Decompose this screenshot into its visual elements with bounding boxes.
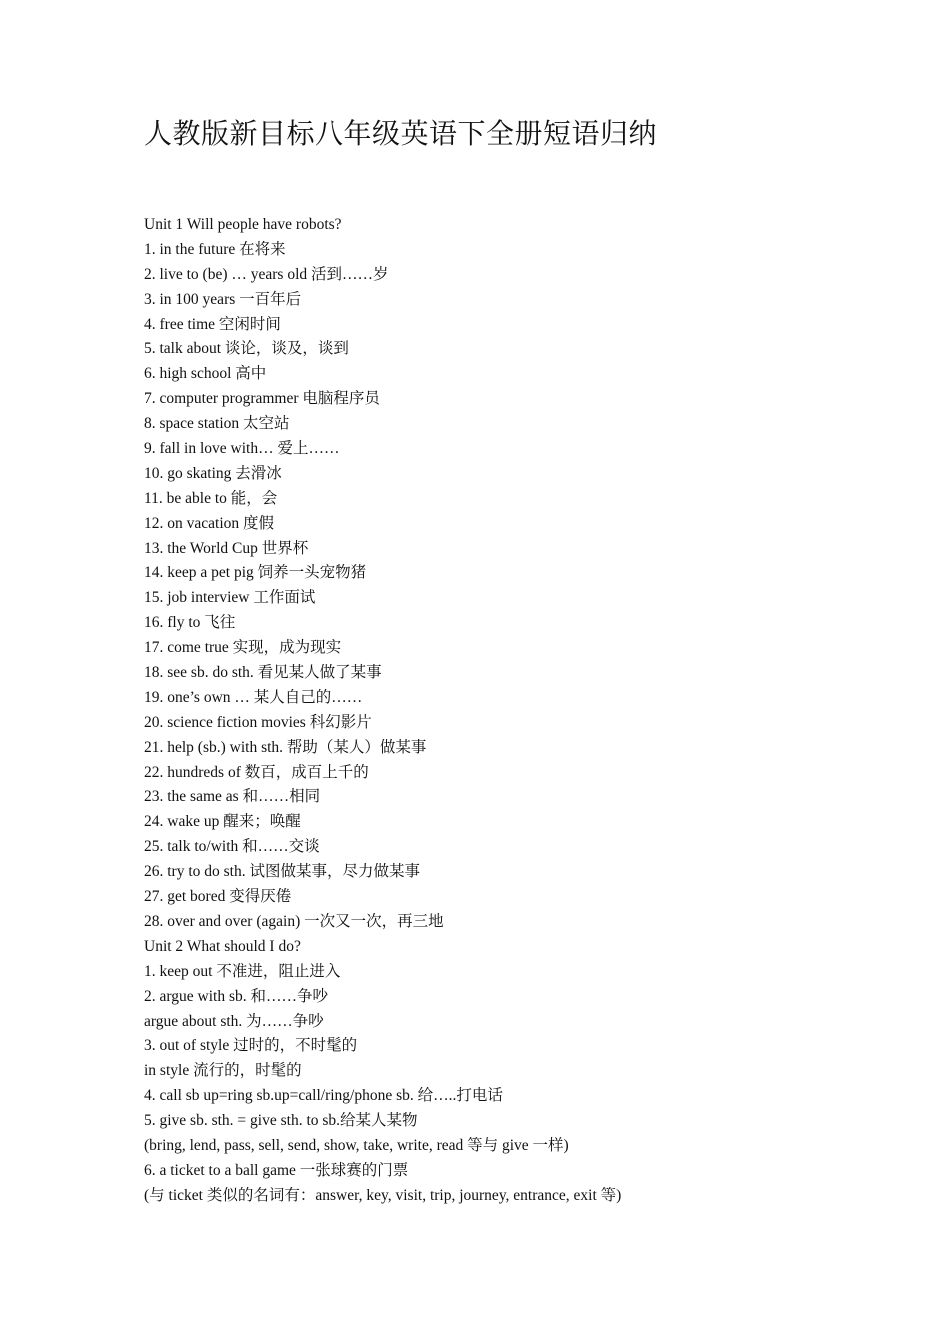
phrase-line: 12. on vacation 度假	[144, 514, 275, 532]
phrase-line: 20. science fiction movies 科幻影片	[144, 713, 372, 731]
phrase-line: 21. help (sb.) with sth. 帮助（某人）做某事	[144, 738, 427, 756]
unit-1-heading: Unit 1 Will people have robots?	[144, 216, 342, 233]
phrase-line: 9. fall in love with… 爱上……	[144, 440, 340, 458]
phrase-line: in style 流行的，时髦的	[144, 1062, 302, 1080]
phrase-line: 3. out of style 过时的，不时髦的	[144, 1037, 358, 1055]
note-line: (与 ticket 类似的名词有：answer, key, visit, trip, journey, entrance, exit 等)	[144, 1186, 622, 1204]
phrase-line: 2. live to (be) … years old 活到……岁	[144, 265, 389, 283]
phrase-line: 8. space station 太空站	[144, 415, 290, 433]
phrase-line: 4. free time 空闲时间	[144, 315, 281, 333]
phrase-line: 6. a ticket to a ball game 一张球赛的门票	[144, 1161, 409, 1179]
phrase-line: 19. one’s own … 某人自己的……	[144, 688, 363, 706]
phrase-line: argue about sth. 为……争吵	[144, 1012, 324, 1030]
phrase-line: 1. in the future 在将来	[144, 240, 286, 258]
phrase-line: 28. over and over (again) 一次又一次，再三地	[144, 912, 444, 930]
phrase-line: 4. call sb up=ring sb.up=call/ring/phone sb. 给…..打电话	[144, 1087, 503, 1105]
phrase-line: 1. keep out 不准进，阻止进入	[144, 962, 341, 980]
note-line: (bring, lend, pass, sell, send, show, take, write, read 等与 give 一样)	[144, 1136, 569, 1154]
phrase-line: 13. the World Cup 世界杯	[144, 539, 309, 557]
document-title: 人教版新目标八年级英语下全册短语归纳	[144, 119, 658, 150]
phrase-line: 26. try to do sth. 试图做某事，尽力做某事	[144, 863, 420, 881]
phrase-line: 2. argue with sb. 和……争吵	[144, 987, 328, 1005]
phrase-line: 18. see sb. do sth. 看见某人做了某事	[144, 664, 382, 682]
phrase-line: 27. get bored 变得厌倦	[144, 888, 292, 906]
phrase-line: 25. talk to/with 和……交谈	[144, 838, 320, 856]
phrase-line: 23. the same as 和……相同	[144, 788, 321, 806]
phrase-line: 22. hundreds of 数百，成百上千的	[144, 763, 369, 781]
phrase-line: 10. go skating 去滑冰	[144, 464, 282, 482]
phrase-line: 14. keep a pet pig 饲养一头宠物猪	[144, 564, 367, 582]
phrase-line: 5. give sb. sth. = give sth. to sb.给某人某物	[144, 1112, 418, 1130]
phrase-line: 16. fly to 飞往	[144, 614, 236, 632]
phrase-line: 24. wake up 醒来；唤醒	[144, 813, 301, 831]
phrase-line: 11. be able to 能，会	[144, 489, 278, 507]
phrase-list	[144, 213, 904, 1209]
unit-2-heading: Unit 2 What should I do?	[144, 937, 301, 955]
phrase-line: 17. come true 实现，成为现实	[144, 639, 342, 657]
phrase-line: 15. job interview 工作面试	[144, 589, 316, 607]
phrase-line: 5. talk about 谈论，谈及，谈到	[144, 340, 349, 358]
phrase-line: 6. high school 高中	[144, 365, 267, 383]
phrase-line: 7. computer programmer 电脑程序员	[144, 390, 380, 408]
phrase-line: 3. in 100 years 一百年后	[144, 290, 302, 308]
